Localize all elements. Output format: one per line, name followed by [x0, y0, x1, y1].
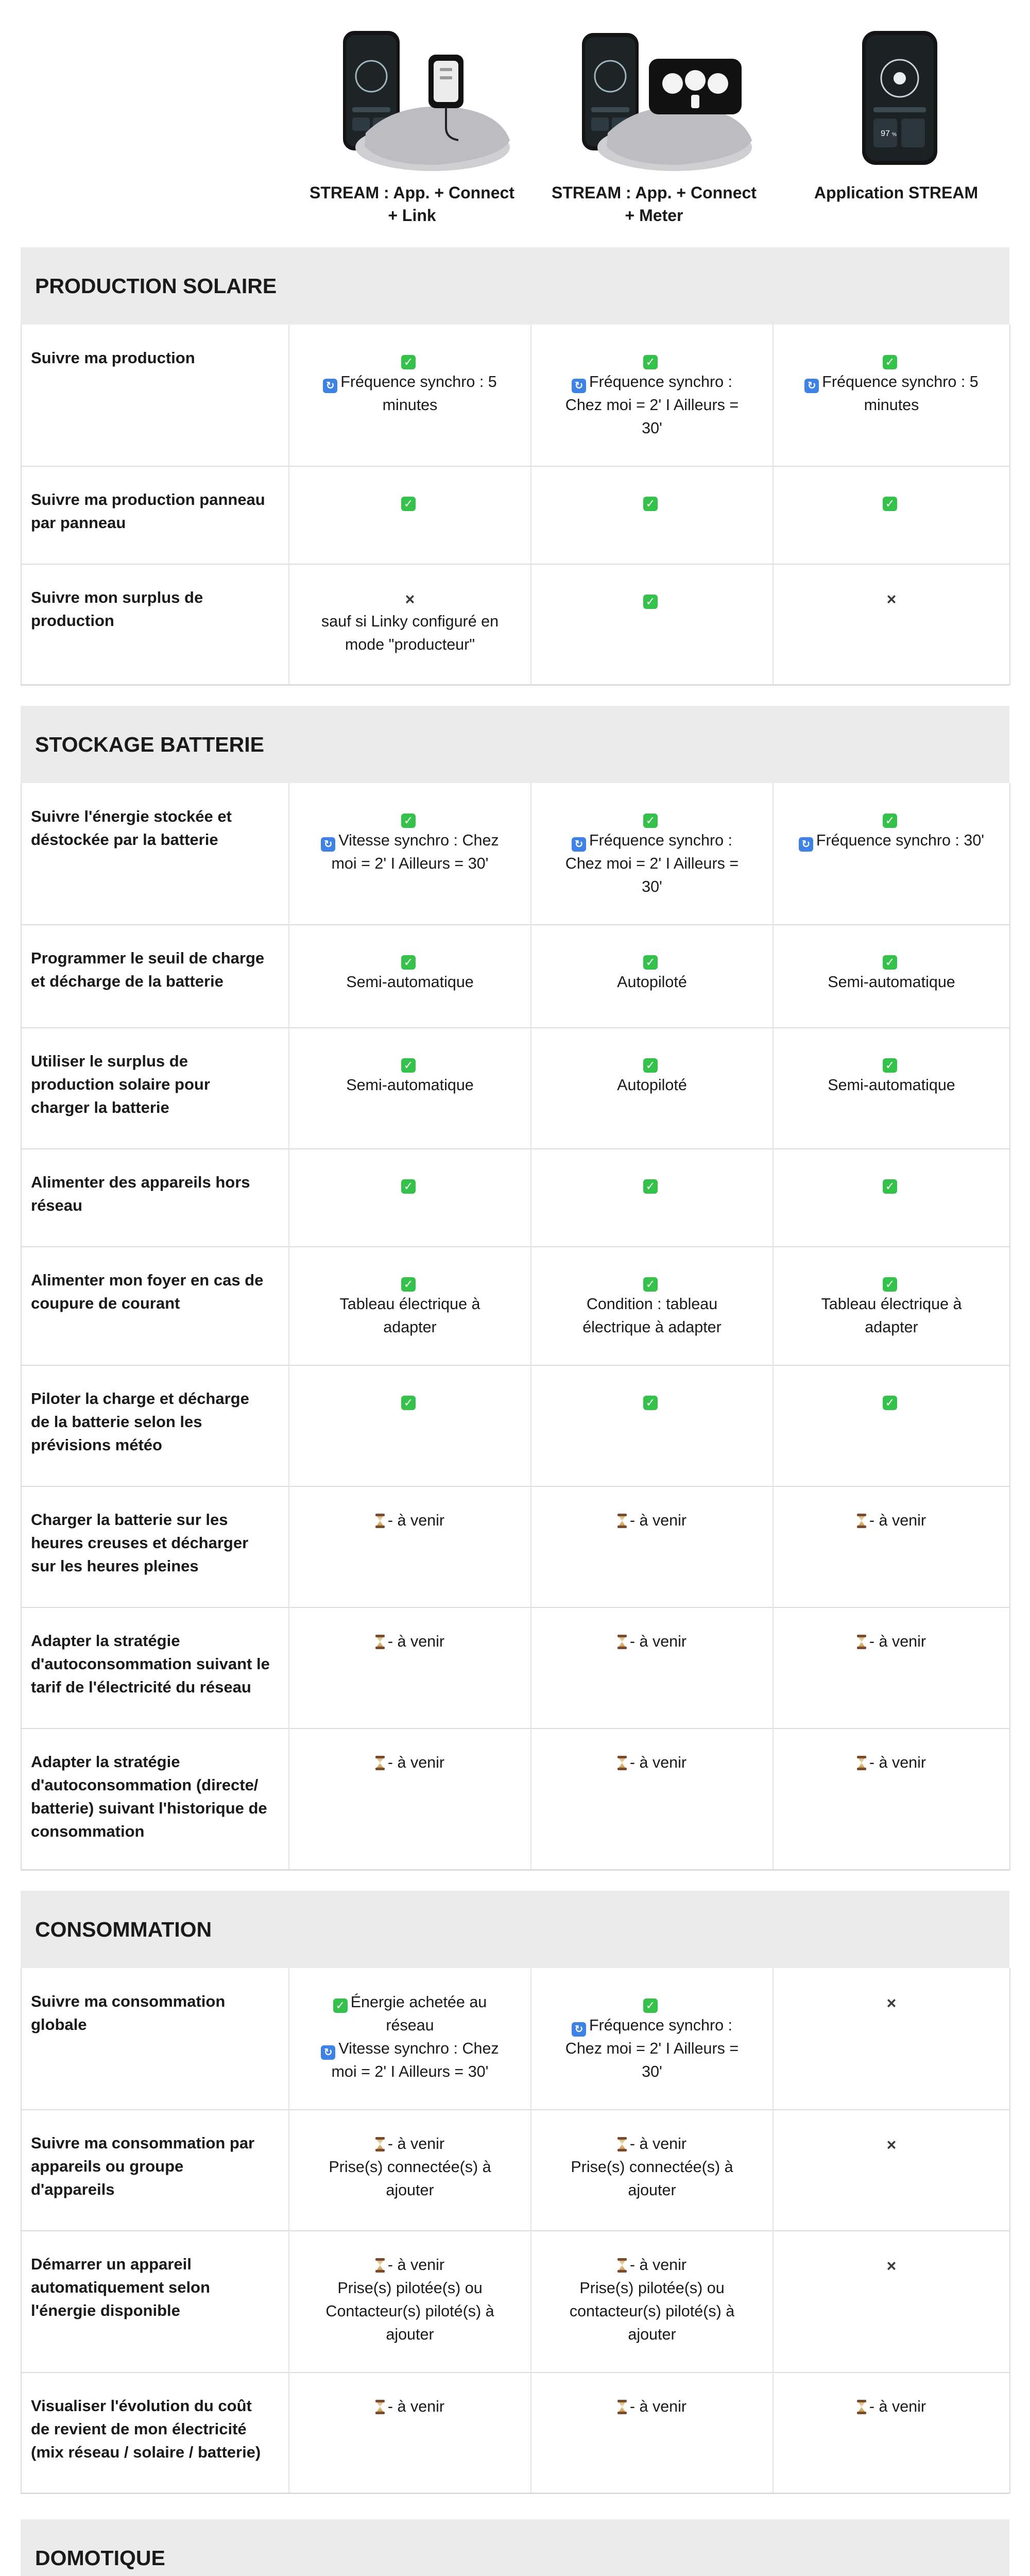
feature-label-line: d'autoconsommation (directe/	[31, 1776, 259, 1794]
section-header	[21, 247, 1009, 325]
cell-text: minutes	[382, 396, 438, 414]
check-icon: ✓	[883, 1179, 897, 1194]
feature-label-line: Visualiser l'évolution du coût	[31, 2397, 252, 2415]
feature-label-line: Suivre ma consommation	[31, 1992, 226, 2010]
product-image-connect-link	[299, 30, 525, 184]
cell-text: Vitesse synchro : Chez	[338, 2040, 499, 2057]
product-title-2-line1: STREAM : App. + Connect	[552, 183, 757, 202]
cell-text: ajouter	[386, 2326, 434, 2343]
sync-icon: ↻	[572, 837, 586, 852]
section-title: STOCKAGE BATTERIE	[35, 733, 264, 756]
cell-text: - à venir	[387, 1754, 445, 1771]
feature-label-line: automatiquement selon	[31, 2278, 210, 2296]
cell-text: Fréquence synchro :	[589, 2016, 733, 2034]
feature-label-line: de la batterie selon les	[31, 1413, 202, 1431]
check-icon: ✓	[401, 355, 416, 369]
check-icon: ✓	[883, 355, 897, 369]
cell-text: Chez moi = 2' I Ailleurs =	[565, 855, 739, 872]
check-icon: ✓	[643, 1179, 658, 1194]
feature-label-line: l'énergie disponible	[31, 2301, 180, 2319]
cell-text: Autopiloté	[617, 1076, 687, 1094]
check-icon: ✓	[883, 955, 897, 970]
sync-icon: ↻	[321, 2045, 335, 2060]
check-icon: ✓	[643, 1277, 658, 1292]
cell-text: Tableau électrique à	[339, 1295, 480, 1313]
feature-label-line: sur les heures pleines	[31, 1557, 199, 1575]
cross-icon: ×	[886, 590, 897, 608]
product-header	[0, 0, 1030, 234]
check-icon: ✓	[643, 355, 658, 369]
section-frame	[21, 1968, 1010, 2494]
cross-icon: ×	[405, 590, 415, 608]
cell-text: - à venir	[629, 2398, 687, 2415]
feature-label-line: heures creuses et décharger	[31, 1534, 249, 1552]
check-icon: ✓	[883, 1277, 897, 1292]
feature-label-line: coupure de courant	[31, 1294, 180, 1312]
feature-label-line: d'appareils	[31, 2180, 115, 2198]
cell-text: minutes	[864, 396, 919, 414]
cell-text: mode "producteur"	[345, 636, 475, 653]
cell-text: Prise(s) pilotée(s) ou	[579, 2279, 725, 2297]
sync-icon: ↻	[572, 379, 586, 393]
cell-text: Prise(s) connectée(s) à	[571, 2158, 733, 2176]
check-icon: ✓	[401, 814, 416, 828]
check-icon: ✓	[643, 814, 658, 828]
cell-text: ajouter	[386, 2181, 434, 2199]
section-frame	[21, 325, 1010, 685]
feature-label-line: globale	[31, 2015, 87, 2033]
section-title: DOMOTIQUE	[35, 2546, 165, 2570]
check-icon: ✓	[643, 497, 658, 511]
cell-text: - à venir	[629, 2256, 687, 2274]
cell-text: - à venir	[629, 1512, 687, 1529]
product-image-connect-meter	[541, 30, 767, 184]
feature-label-line: Charger la batterie sur les	[31, 1511, 228, 1529]
cell-text: 30'	[642, 419, 662, 437]
cell-text: - à venir	[387, 1633, 445, 1650]
sync-icon: ↻	[572, 2022, 586, 2037]
cell-text: adapter	[383, 1318, 437, 1336]
feature-label-line: batterie) suivant l'historique de	[31, 1799, 267, 1817]
cross-icon: ×	[886, 2257, 897, 2275]
feature-label-line: Piloter la charge et décharge	[31, 1389, 249, 1408]
cell-text: Fréquence synchro :	[589, 373, 733, 391]
cell-text: - à venir	[869, 2398, 926, 2415]
product-column-3	[783, 21, 1009, 232]
cell-text: Condition : tableau	[586, 1295, 718, 1313]
phone-screen-unit: %	[892, 132, 897, 138]
check-icon: ✓	[401, 497, 416, 511]
feature-label-line: Alimenter mon foyer en cas de	[31, 1271, 264, 1289]
cell-text: Fréquence synchro : 5	[822, 373, 978, 391]
check-icon: ✓	[401, 1058, 416, 1073]
cross-icon: ×	[886, 2136, 897, 2154]
cell-text: Prise(s) connectée(s) à	[329, 2158, 491, 2176]
check-icon: ✓	[883, 1396, 897, 1410]
check-icon: ✓	[643, 1998, 658, 2013]
cell-text: Fréquence synchro :	[589, 832, 733, 849]
sync-icon: ↻	[804, 379, 819, 393]
feature-label-line: par panneau	[31, 514, 126, 532]
feature-label-line: Suivre ma consommation par	[31, 2134, 255, 2152]
section-header	[21, 1891, 1009, 1968]
feature-label-line: appareils ou groupe	[31, 2157, 184, 2175]
feature-label-line: Suivre ma production panneau	[31, 490, 265, 509]
check-icon: ✓	[643, 1396, 658, 1410]
feature-label-line: prévisions météo	[31, 1436, 162, 1454]
phone-screen-value: 97	[881, 129, 890, 138]
cell-text: - à venir	[387, 2256, 445, 2274]
product-column-1	[299, 21, 525, 232]
feature-label-line: d'autoconsommation suivant le	[31, 1655, 270, 1673]
product-title-1-line2: + Link	[388, 206, 436, 225]
cell-text: réseau	[386, 2016, 434, 2034]
section-title: CONSOMMATION	[35, 1918, 212, 1941]
check-icon: ✓	[643, 595, 658, 609]
cell-text: contacteur(s) piloté(s) à	[569, 2302, 735, 2320]
cell-text: Semi-automatique	[346, 1076, 474, 1094]
cell-text: - à venir	[387, 2398, 445, 2415]
cell-text: Semi-automatique	[346, 973, 474, 991]
check-icon: ✓	[883, 1058, 897, 1073]
feature-label-line: production	[31, 612, 114, 630]
product-title-2-line2: + Meter	[625, 206, 683, 225]
check-icon: ✓	[883, 497, 897, 511]
feature-label-line: Suivre ma production	[31, 349, 195, 367]
cell-text: - à venir	[629, 2135, 687, 2153]
cell-text: Prise(s) pilotée(s) ou	[337, 2279, 483, 2297]
cell-text: moi = 2' I Ailleurs = 30'	[331, 855, 489, 872]
cell-text: Énergie achetée au	[350, 1993, 487, 2011]
cell-text: Fréquence synchro : 30'	[816, 832, 985, 849]
cell-text: 30'	[642, 2063, 662, 2080]
feature-label-line: Suivre l'énergie stockée et	[31, 807, 232, 825]
cell-text: sauf si Linky configuré en	[321, 613, 499, 630]
check-icon: ✓	[643, 955, 658, 970]
feature-label-line: consommation	[31, 1822, 145, 1840]
cell-text: - à venir	[387, 1512, 445, 1529]
cell-text: Chez moi = 2' I Ailleurs =	[565, 396, 739, 414]
sync-icon: ↻	[321, 837, 335, 852]
section-header	[21, 2519, 1009, 2576]
section-title: PRODUCTION SOLAIRE	[35, 274, 277, 298]
sync-icon: ↻	[799, 837, 813, 852]
feature-label-line: Adapter la stratégie	[31, 1753, 180, 1771]
cell-text: - à venir	[629, 1633, 687, 1650]
cell-text: Chez moi = 2' I Ailleurs =	[565, 2040, 739, 2057]
cell-text: - à venir	[387, 2135, 445, 2153]
cell-text: Vitesse synchro : Chez	[338, 832, 499, 849]
check-icon: ✓	[401, 1396, 416, 1410]
cell-text: - à venir	[869, 1512, 926, 1529]
feature-label-line: de revient de mon électricité	[31, 2420, 247, 2438]
check-icon: ✓	[333, 1998, 348, 2013]
feature-label-line: Alimenter des appareils hors	[31, 1173, 250, 1191]
feature-label-line: Adapter la stratégie	[31, 1632, 180, 1650]
cell-text: - à venir	[869, 1633, 926, 1650]
cell-text: Contacteur(s) piloté(s) à	[325, 2302, 494, 2320]
cell-text: Fréquence synchro : 5	[340, 373, 497, 391]
check-icon: ✓	[401, 1277, 416, 1292]
cell-text: Tableau électrique à	[821, 1295, 962, 1313]
feature-label-line: déstockée par la batterie	[31, 831, 218, 849]
cell-text: ajouter	[628, 2181, 676, 2199]
cell-text: adapter	[865, 1318, 918, 1336]
cell-text: Autopiloté	[617, 973, 687, 991]
feature-label-line: Utiliser le surplus de	[31, 1052, 188, 1070]
feature-label-line: tarif de l'électricité du réseau	[31, 1678, 251, 1696]
product-column-2	[541, 21, 767, 232]
cell-text: Semi-automatique	[828, 973, 955, 991]
product-title-1-line1: STREAM : App. + Connect	[310, 183, 514, 202]
feature-label-line: production solaire pour	[31, 1075, 210, 1093]
cell-text: 30'	[642, 878, 662, 895]
cell-text: Semi-automatique	[828, 1076, 955, 1094]
check-icon: ✓	[401, 1179, 416, 1194]
feature-label-line: Démarrer un appareil	[31, 2255, 192, 2273]
cell-text: - à venir	[629, 1754, 687, 1771]
check-icon: ✓	[401, 955, 416, 970]
feature-label-line: Suivre mon surplus de	[31, 588, 203, 606]
cell-text: électrique à adapter	[582, 1318, 722, 1336]
check-icon: ✓	[883, 814, 897, 828]
feature-label-line: Programmer le seuil de charge	[31, 949, 265, 967]
cell-text: moi = 2' I Ailleurs = 30'	[331, 2063, 489, 2080]
feature-label-line: charger la batterie	[31, 1098, 169, 1116]
section-frame	[21, 783, 1010, 1870]
section-header	[21, 706, 1009, 783]
feature-label-line: et décharge de la batterie	[31, 972, 224, 990]
cell-text: - à venir	[869, 1754, 926, 1771]
cross-icon: ×	[886, 1994, 897, 2012]
product-title-3-line1: Application STREAM	[814, 183, 978, 202]
feature-label-line: (mix réseau / solaire / batterie)	[31, 2443, 261, 2461]
cell-text: ajouter	[628, 2326, 676, 2343]
product-image-app	[783, 30, 1009, 184]
check-icon: ✓	[643, 1058, 658, 1073]
feature-label-line: réseau	[31, 1196, 82, 1214]
sync-icon: ↻	[323, 379, 337, 393]
